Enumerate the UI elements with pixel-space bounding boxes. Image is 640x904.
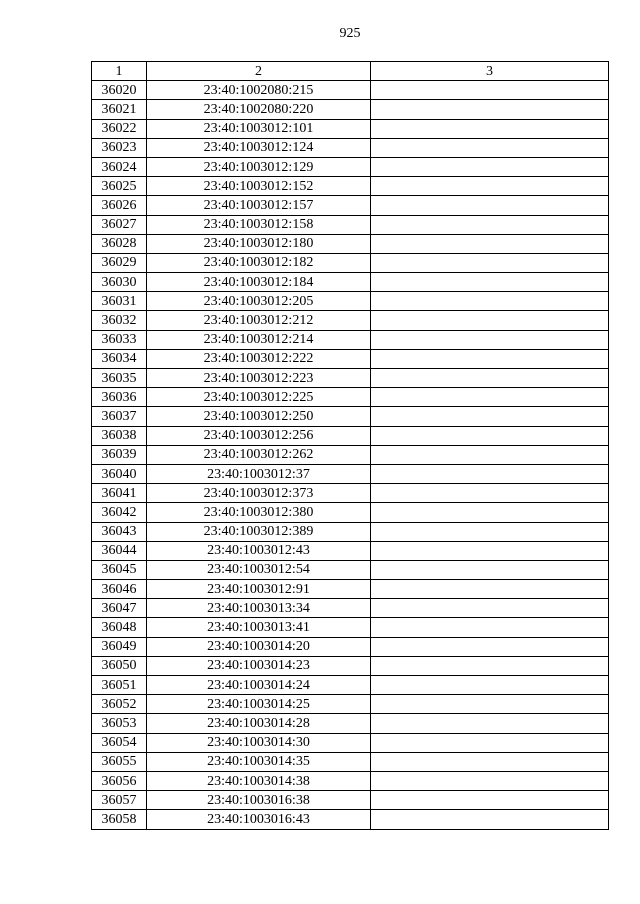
page-number: 925: [339, 26, 361, 41]
table-row: [92, 196, 609, 215]
table-row: [92, 656, 609, 675]
cadastral-number-cell: 23:40:1003014:24: [147, 676, 371, 695]
column-header-2: 2: [147, 62, 371, 81]
note-cell: [371, 138, 609, 157]
cadastral-number-cell: 23:40:1003012:223: [147, 369, 371, 388]
row-number-cell: 36041: [92, 484, 147, 503]
note-cell: [371, 541, 609, 560]
row-number-cell: 36029: [92, 253, 147, 272]
note-cell: [371, 560, 609, 579]
cadastral-number-cell: 23:40:1003012:214: [147, 330, 371, 349]
row-number-cell: 36035: [92, 369, 147, 388]
table-row: [92, 100, 609, 119]
column-header-3: 3: [371, 62, 609, 81]
row-number-cell: 36045: [92, 560, 147, 579]
note-cell: [371, 695, 609, 714]
cadastral-number-cell: 23:40:1003012:373: [147, 484, 371, 503]
table-row: [92, 714, 609, 733]
note-cell: [371, 714, 609, 733]
note-cell: [371, 349, 609, 368]
table-row: [92, 810, 609, 829]
row-number-cell: 36054: [92, 733, 147, 752]
table-row: [92, 253, 609, 272]
cadastral-number-cell: 23:40:1003012:182: [147, 253, 371, 272]
cadastral-number-cell: 23:40:1003016:43: [147, 810, 371, 829]
row-number-cell: 36047: [92, 599, 147, 618]
note-cell: [371, 196, 609, 215]
row-number-cell: 36048: [92, 618, 147, 637]
table-row: [92, 407, 609, 426]
note-cell: [371, 426, 609, 445]
row-number-cell: 36046: [92, 580, 147, 599]
table-row: [92, 503, 609, 522]
note-cell: [371, 484, 609, 503]
table-row: [92, 560, 609, 579]
row-number-cell: 36027: [92, 215, 147, 234]
row-number-cell: 36058: [92, 810, 147, 829]
table-body: [92, 81, 609, 829]
note-cell: [371, 100, 609, 119]
table-row: [92, 138, 609, 157]
row-number-cell: 36049: [92, 637, 147, 656]
cadastral-number-cell: 23:40:1003012:129: [147, 157, 371, 176]
note-cell: [371, 464, 609, 483]
table-row: [92, 119, 609, 138]
note-cell: [371, 599, 609, 618]
row-number-cell: 36040: [92, 464, 147, 483]
row-number-cell: 36022: [92, 119, 147, 138]
cadastral-number-cell: 23:40:1003014:20: [147, 637, 371, 656]
note-cell: [371, 445, 609, 464]
cadastral-number-cell: 23:40:1003012:205: [147, 292, 371, 311]
note-cell: [371, 752, 609, 771]
cadastral-number-cell: 23:40:1003012:222: [147, 349, 371, 368]
note-cell: [371, 369, 609, 388]
row-number-cell: 36056: [92, 771, 147, 790]
row-number-cell: 36037: [92, 407, 147, 426]
cadastral-number-cell: 23:40:1003012:37: [147, 464, 371, 483]
table-row: [92, 330, 609, 349]
row-number-cell: 36031: [92, 292, 147, 311]
table-row: [92, 426, 609, 445]
table-row: [92, 273, 609, 292]
note-cell: [371, 733, 609, 752]
row-number-cell: 36034: [92, 349, 147, 368]
table-row: [92, 81, 609, 100]
cadastral-number-cell: 23:40:1003012:152: [147, 177, 371, 196]
table-row: [92, 292, 609, 311]
row-number-cell: 36044: [92, 541, 147, 560]
note-cell: [371, 810, 609, 829]
cadastral-number-cell: 23:40:1003012:212: [147, 311, 371, 330]
row-number-cell: 36030: [92, 273, 147, 292]
cadastral-table: [91, 61, 609, 830]
cadastral-number-cell: 23:40:1003012:262: [147, 445, 371, 464]
row-number-cell: 36055: [92, 752, 147, 771]
note-cell: [371, 637, 609, 656]
note-cell: [371, 407, 609, 426]
cadastral-number-cell: 23:40:1003012:43: [147, 541, 371, 560]
note-cell: [371, 618, 609, 637]
cadastral-number-cell: 23:40:1003012:250: [147, 407, 371, 426]
note-cell: [371, 791, 609, 810]
row-number-cell: 36024: [92, 157, 147, 176]
table-row: [92, 234, 609, 253]
note-cell: [371, 522, 609, 541]
row-number-cell: 36033: [92, 330, 147, 349]
table-row: [92, 599, 609, 618]
note-cell: [371, 119, 609, 138]
cadastral-number-cell: 23:40:1003012:91: [147, 580, 371, 599]
cadastral-number-cell: 23:40:1003014:38: [147, 771, 371, 790]
table-row: [92, 522, 609, 541]
table-row: [92, 791, 609, 810]
table-row: [92, 752, 609, 771]
cadastral-number-cell: 23:40:1003012:180: [147, 234, 371, 253]
note-cell: [371, 330, 609, 349]
note-cell: [371, 503, 609, 522]
row-number-cell: 36057: [92, 791, 147, 810]
note-cell: [371, 157, 609, 176]
cadastral-number-cell: 23:40:1003014:30: [147, 733, 371, 752]
row-number-cell: 36051: [92, 676, 147, 695]
note-cell: [371, 771, 609, 790]
cadastral-number-cell: 23:40:1003012:389: [147, 522, 371, 541]
cadastral-number-cell: 23:40:1003013:34: [147, 599, 371, 618]
cadastral-number-cell: 23:40:1003012:101: [147, 119, 371, 138]
cadastral-number-cell: 23:40:1003014:23: [147, 656, 371, 675]
row-number-cell: 36025: [92, 177, 147, 196]
table-row: [92, 580, 609, 599]
table-row: [92, 695, 609, 714]
row-number-cell: 36021: [92, 100, 147, 119]
row-number-cell: 36026: [92, 196, 147, 215]
table-row: [92, 369, 609, 388]
table-row: [92, 541, 609, 560]
row-number-cell: 36053: [92, 714, 147, 733]
table-row: [92, 445, 609, 464]
cadastral-number-cell: 23:40:1003012:380: [147, 503, 371, 522]
cadastral-number-cell: 23:40:1003014:35: [147, 752, 371, 771]
cadastral-number-cell: 23:40:1002080:220: [147, 100, 371, 119]
cadastral-number-cell: 23:40:1002080:215: [147, 81, 371, 100]
cadastral-number-cell: 23:40:1003012:184: [147, 273, 371, 292]
row-number-cell: 36050: [92, 656, 147, 675]
row-number-cell: 36043: [92, 522, 147, 541]
row-number-cell: 36038: [92, 426, 147, 445]
note-cell: [371, 81, 609, 100]
note-cell: [371, 234, 609, 253]
note-cell: [371, 273, 609, 292]
note-cell: [371, 676, 609, 695]
row-number-cell: 36028: [92, 234, 147, 253]
cadastral-number-cell: 23:40:1003012:157: [147, 196, 371, 215]
table-row: [92, 771, 609, 790]
note-cell: [371, 311, 609, 330]
cadastral-number-cell: 23:40:1003012:158: [147, 215, 371, 234]
note-cell: [371, 388, 609, 407]
cadastral-number-cell: 23:40:1003012:54: [147, 560, 371, 579]
note-cell: [371, 292, 609, 311]
row-number-cell: 36020: [92, 81, 147, 100]
cadastral-number-cell: 23:40:1003014:28: [147, 714, 371, 733]
table-row: [92, 215, 609, 234]
table-row: [92, 618, 609, 637]
note-cell: [371, 215, 609, 234]
row-number-cell: 36036: [92, 388, 147, 407]
table-row: [92, 676, 609, 695]
table-row: [92, 388, 609, 407]
table-row: [92, 349, 609, 368]
table-row: [92, 311, 609, 330]
note-cell: [371, 580, 609, 599]
cadastral-number-cell: 23:40:1003013:41: [147, 618, 371, 637]
row-number-cell: 36042: [92, 503, 147, 522]
table-row: [92, 464, 609, 483]
row-number-cell: 36032: [92, 311, 147, 330]
cadastral-number-cell: 23:40:1003012:256: [147, 426, 371, 445]
row-number-cell: 36052: [92, 695, 147, 714]
note-cell: [371, 656, 609, 675]
column-header-1: 1: [92, 62, 147, 81]
table-row: [92, 637, 609, 656]
header-row: [92, 62, 609, 81]
table-row: [92, 157, 609, 176]
row-number-cell: 36039: [92, 445, 147, 464]
cadastral-number-cell: 23:40:1003012:124: [147, 138, 371, 157]
cadastral-number-cell: 23:40:1003014:25: [147, 695, 371, 714]
cadastral-number-cell: 23:40:1003016:38: [147, 791, 371, 810]
table-row: [92, 177, 609, 196]
row-number-cell: 36023: [92, 138, 147, 157]
table-row: [92, 733, 609, 752]
table-row: [92, 484, 609, 503]
cadastral-number-cell: 23:40:1003012:225: [147, 388, 371, 407]
note-cell: [371, 253, 609, 272]
note-cell: [371, 177, 609, 196]
